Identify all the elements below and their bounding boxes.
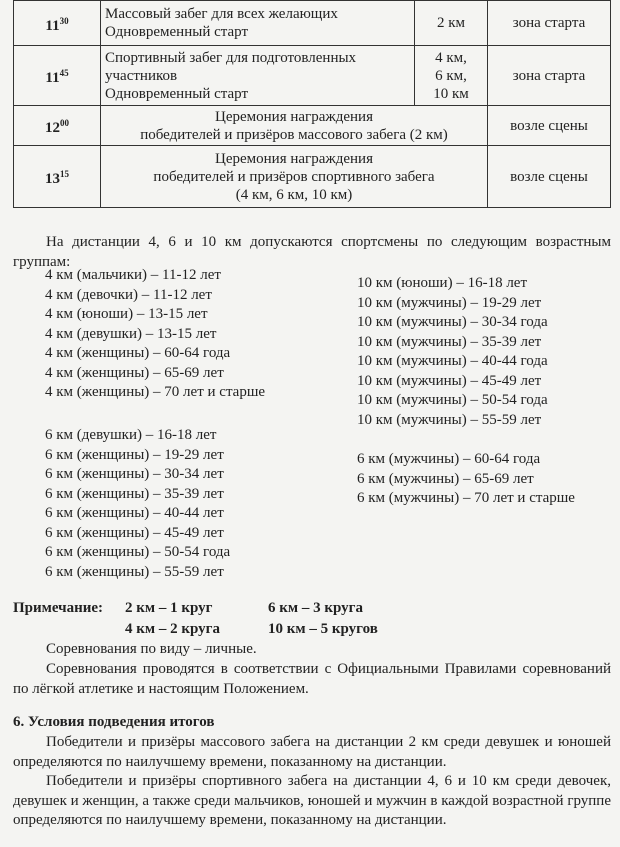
list-item: 6 км (мужчины) – 70 лет и старше — [357, 490, 575, 506]
list-item: 6 км (мужчины) – 65-69 лет — [357, 470, 534, 487]
section-title: 6. Условия подведения итогов — [13, 714, 215, 730]
list-item: 6 км (женщины) – 45-49 лет — [45, 524, 224, 541]
age-groups-intro: На дистанции 4, 6 и 10 км допускаются спортсмены по следующим возрастным группам: — [13, 234, 611, 270]
schedule-table — [13, 0, 611, 208]
list-item: 4 км (женщины) – 70 лет и старше — [45, 384, 266, 400]
list-item: 6 км (мужчины) – 60-64 года — [357, 451, 541, 467]
schedule-row — [14, 106, 611, 146]
age-group-list-10km — [357, 274, 548, 430]
age-group-list-6km-women — [45, 426, 230, 582]
list-item: 10 км (мужчины) – 55-59 лет — [357, 411, 542, 428]
note-laps-2km: 2 км – 1 круг — [125, 600, 213, 616]
list-item: 10 км (мужчины) – 50-54 года — [357, 392, 548, 408]
list-item: 6 км (женщины) – 50-54 года — [45, 544, 231, 560]
note-laps-6km: 6 км – 3 круга — [268, 600, 363, 616]
time-cell: $13^{15}$ — [14, 146, 101, 208]
list-item: 10 км (мужчины) – 40-44 года — [357, 353, 548, 369]
note-label: Примечание: — [13, 600, 104, 616]
list-item: 4 км (женщины) – 65-69 лет — [45, 364, 224, 381]
age-group-list-6km-men — [357, 450, 575, 509]
paragraph: Соревнования по виду – личные. — [46, 641, 257, 657]
list-item: 10 км (мужчины) – 45-49 лет — [357, 372, 542, 389]
list-item: 6 км (женщины) – 30-34 лет — [45, 466, 224, 482]
list-item: 6 км (женщины) – 35-39 лет — [45, 485, 224, 502]
place-cell: возле сцены — [488, 106, 611, 146]
list-item: 10 км (мужчины) – 35-39 лет — [357, 333, 542, 350]
list-item: 4 км (женщины) – 60-64 года — [45, 345, 231, 361]
list-item: 6 км (женщины) – 55-59 лет — [45, 563, 224, 580]
note-laps-4km: 4 км – 2 круга — [125, 621, 220, 637]
list-item: 4 км (юноши) – 13-15 лет — [45, 306, 208, 322]
schedule-row — [14, 146, 611, 208]
time-cell: $11^{30}$ — [14, 1, 101, 46]
age-group-list-4km — [45, 266, 265, 403]
list-item: 6 км (женщины) – 40-44 лет — [45, 505, 224, 521]
schedule-row — [14, 1, 611, 46]
paragraph: Победители и призёры спортивного забега на дистанции 4, 6 и 10 км среди девочек, девушек и женщин, а также среди мальчиков, юношей и мужчин в каждой возрастной группе определяются по наилучшему времени, показанному на дистанции. — [13, 773, 611, 828]
event-cell: Церемония награждения победителей и призёров массового забега (2 км) — [101, 106, 488, 146]
list-item: 4 км (мальчики) – 11-12 лет — [45, 267, 221, 283]
time-cell: $12^{00}$ — [14, 106, 101, 146]
distance-cell: 2 км — [415, 1, 488, 46]
paragraph: Победители и призёры массового забега на дистанции 2 км среди девушек и юношей определяются по наилучшему времени, показанному на дистанции. — [13, 734, 611, 770]
list-item: 10 км (юноши) – 16-18 лет — [357, 275, 528, 291]
list-item: 10 км (мужчины) – 30-34 года — [357, 314, 548, 330]
place-cell: возле сцены — [488, 146, 611, 208]
list-item: 6 км (девушки) – 16-18 лет — [45, 427, 217, 443]
list-item: 4 км (девушки) – 13-15 лет — [45, 325, 217, 342]
list-item: 10 км (мужчины) – 19-29 лет — [357, 294, 542, 311]
note-laps-10km: 10 км – 5 кругов — [268, 621, 378, 637]
schedule-row — [14, 46, 611, 106]
place-cell: зона старта — [488, 1, 611, 46]
list-item: 4 км (девочки) – 11-12 лет — [45, 286, 212, 303]
list-item: 6 км (женщины) – 19-29 лет — [45, 446, 224, 463]
laps-note — [13, 599, 613, 641]
distance-cell: 4 км, 6 км, 10 км — [415, 46, 488, 106]
place-cell: зона старта — [488, 46, 611, 106]
event-cell: Массовый забег для всех желающих Одновременный старт — [101, 1, 415, 46]
time-cell: $11^{45}$ — [14, 46, 101, 106]
event-cell: Спортивный забег для подготовленных участников Одновременный старт — [101, 46, 415, 106]
event-cell: Церемония награждения победителей и призёров спортивного забега (4 км, 6 км, 10 км) — [101, 146, 488, 208]
paragraph: Соревнования проводятся в соответствии с Официальными Правилами соревнований по лёгкой атлетике и настоящим Положением. — [13, 661, 611, 697]
